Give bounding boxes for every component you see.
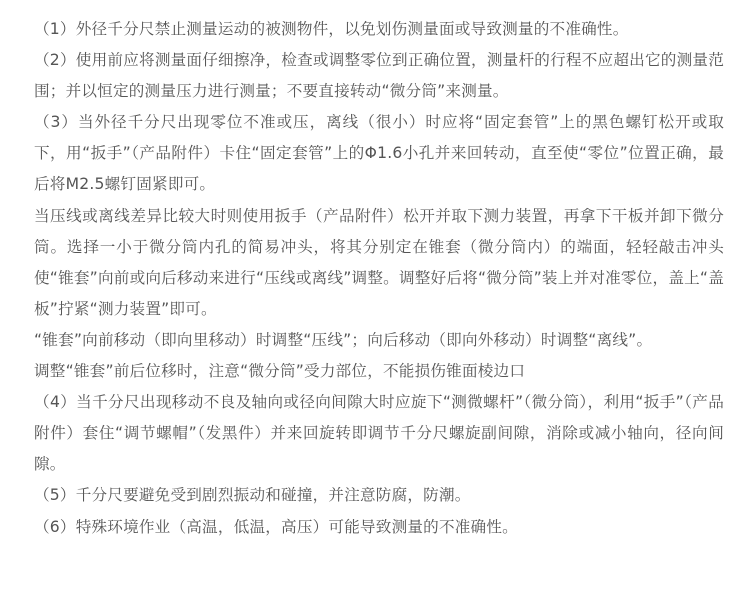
paragraph-7: （4）当千分尺出现移动不良及轴向或径向间隙大时应旋下“测微螺杆”（微分筒），利用“扳手”（产品附件）套住“调节螺帽”（发黑件）并来回旋转即调节千分尺螺旋副间隙，消除或减小轴向，径向间隙。 xyxy=(34,393,724,474)
paragraph-8: （5）千分尺要避免受到剧烈振动和碰撞，并注意防腐，防潮。 xyxy=(34,486,471,505)
paragraph-4: 当压线或离线差异比较大时则使用扳手（产品附件）松开并取下测力装置，再拿下干板并卸下微分筒。选择一小于微分筒内孔的简易冲头，将其分别定在锥套（微分筒内）的端面，轻轻敲击冲头使“锥套”向前或向后移动来进行“压线或离线”调整。调整好后将“微分筒”装上并对准零位，盖上“盖板”拧紧“测力装置”即可。 xyxy=(34,206,724,318)
paragraph-6: 调整“锥套”前后位移时，注意“微分筒”受力部位，不能损伤锥面棱边口 xyxy=(34,362,526,381)
paragraph-5: “锥套”向前移动（即向里移动）时调整“压线”；向后移动（即向外移动）时调整“离线”。 xyxy=(34,330,653,349)
paragraph-9: （6）特殊环境作业（高温，低温，高压）可能导致测量的不准确性。 xyxy=(34,517,518,536)
instructions-document xyxy=(34,14,724,543)
paragraph-1: （1）外径千分尺禁止测量运动的被测物件，以免划伤测量面或导致测量的不准确性。 xyxy=(34,20,629,38)
paragraph-2: （2）使用前应将测量面仔细擦净，检查或调整零位到正确位置，测量杆的行程不应超出它的测量范围；并以恒定的测量压力进行测量；不要直接转动“微分筒”来测量。 xyxy=(34,51,724,101)
paragraph-3: （3）当外径千分尺出现零位不准或压，离线（很小）时应将“固定套管”上的黑色螺钉松开或取下，用“扳手”（产品附件）卡住“固定套管”上的Φ1.6小孔并来回转动，直至使“零位”位置正确，最后将M2.5螺钉固紧即可。 xyxy=(34,113,724,194)
